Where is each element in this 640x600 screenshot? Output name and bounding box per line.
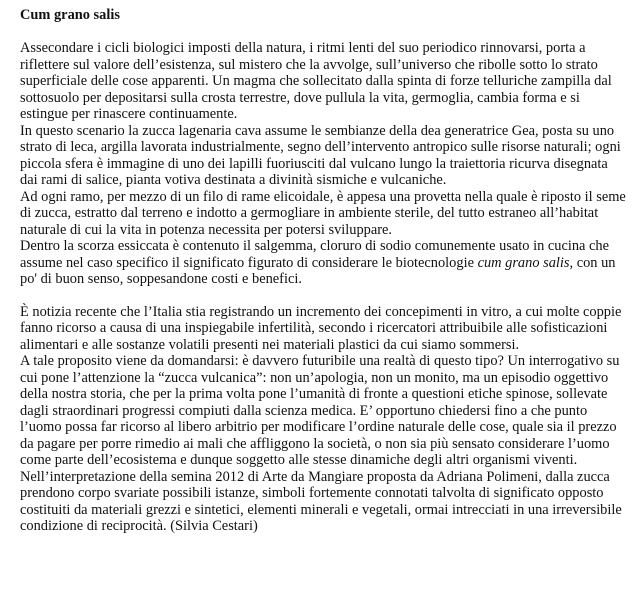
paragraph-scenario: In questo scenario la zucca lagenaria cava assume le sembianze della dea generatrice Gea, posta su uno strato di leca, argilla lavorata industrialmente, segno dell’intervento antropico sulle risorse naturali; ogni piccola sfera è immagine di uno dei lapilli fuoriusciti dal vulcano lungo la traiettoria ricurva disegnata dai rami di salice, pianta votiva destinata a divinità sismiche e vulcaniche.	[20, 122, 621, 188]
paragraph-gap	[20, 288, 626, 304]
paragraph-branches: Ad ogni ramo, per mezzo di un filo di rame elicoidale, è appesa una provetta nella quale è riposto il seme di zucca, estratto dal terreno e indotto a germogliare in ambiente sterile, del tutto estraneo all’habitat naturale di cui la vita in potenza necessita per potersi sviluppare.	[20, 188, 626, 238]
paragraph-salt-italic: cum grano salis	[477, 254, 570, 271]
paragraph-question: A tale proposito viene da domandarsi: è davvero futuribile una realtà di questo tipo? Un interrogativo su cui pone l’attenzione la “zucca vulcanica”: non un’apologia, non un monito, ma un episodio oggettivo della nostra storia, che per la prima volta pone l’umanità di fronte a questioni etiche spinose, sollevate dagli straordinari progressi compiuti dalla scienza medica. E’ opportuno chiedersi fino a che punto l’uomo possa far ricorso al libero arbitrio per modificare l’ordine naturale delle cose, quale sia il prezzo da pagare per porre rimedio ai mali che affliggono la società, o non sia più sensato considerare l’uomo come parte dell’ecosistema e dunque soggetto alle stesse dinamiche degli altri organismi viventi.	[20, 353, 620, 468]
document-title: Cum grano salis	[20, 7, 120, 23]
document-page	[20, 6, 626, 535]
paragraph-salt	[20, 238, 626, 288]
paragraph-news: È notizia recente che l’Italia stia registrando un incremento dei concepimenti in vitro, a cui molte coppie fanno ricorso a causa di una inspiegabile infertilità, secondo i ricercatori attribuibile alle sofisticazioni alimentari e alle sostanze volatili presenti nei materiali plastici da cui siamo sommersi.	[20, 303, 622, 353]
paragraph-interpretation: Nell’interpretazione della semina 2012 di Arte da Mangiare proposta da Adriana Polimeni, dalla zucca prendono corpo svariate possibili istanze, simboli fortemente connotati talvolta di significato opposto costituiti da materiali grezzi e sintetici, elementi minerali e vegetali, ormai intrecciati in una irreversibile condizione di reciprocità. (Silvia Cestari)	[20, 468, 622, 534]
paragraph-cycles: Assecondare i cicli biologici imposti della natura, i ritmi lenti del suo periodico rinnovarsi, porta a riflettere sul valore dell’esistenza, sul mistero che la avvolge, sull’universo che ribolle sotto lo strato superficiale delle cose apparenti. Un magma che sollecitato dalla spinta di forze telluriche zampilla dal sottosuolo per depositarsi sulla crosta terrestre, dove pullula la vita, germoglia, cambia forma e si estingue per rinascere continuamente.	[20, 40, 612, 122]
paragraph-salt-text-start: Dentro la scorza essiccata è contenuto il salgemma, cloruro di sodio comunemente usato in cucina che assume nel caso specifico il significato figurato di considerare le biotecnologie	[20, 238, 610, 271]
paragraph-salt-text-end: , con un po' di buon senso, soppesandone costi e benefici.	[20, 254, 616, 287]
